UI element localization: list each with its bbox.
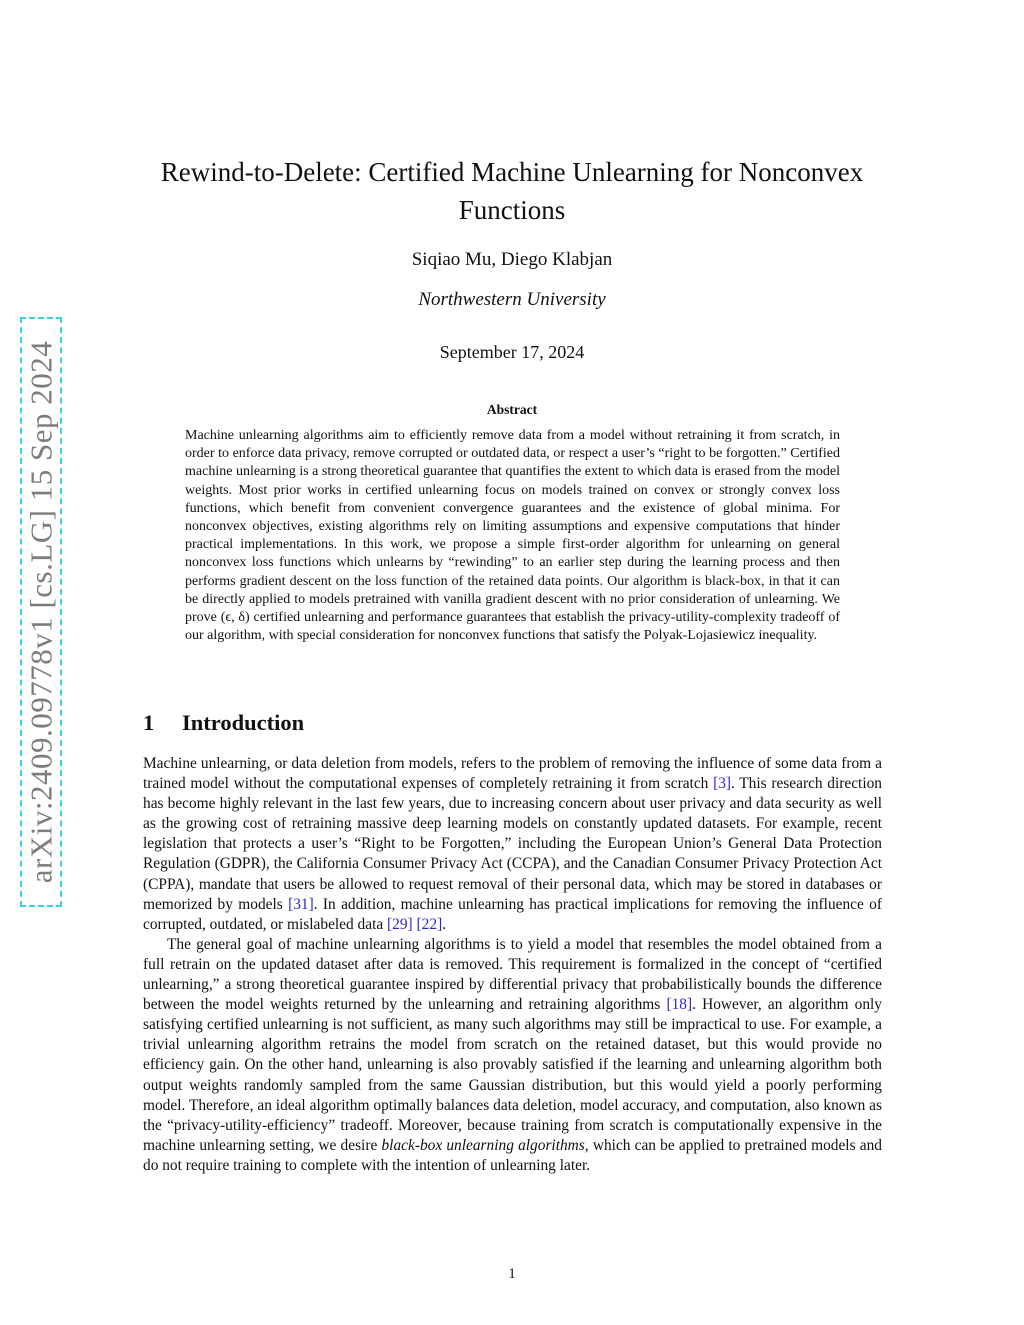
paragraph-text: . However, an algorithm only satisfying certified unlearning is not sufficient, as many such algorithms may still be impractical to use. For example, a trivial unlearning algorithm retrains the model from scratch on the retained dataset, but this would provide no efficiency gain. On the other hand, unlearning is also provably satisfied if the learning and unlearning algorithm both output weights randomly sampled from the same Gaussian distribution, but this would yield a poorly performing model. Therefore, an ideal algorithm optimally balances data deletion, model accuracy, and computation, also known as the “privacy-utility-efficiency” tradeoff. Moreover, because training from scratch is computationally expensive in the machine unlearning setting, we desire [143,996,882,1154]
citation-link[interactable]: [22] [416,915,443,933]
paragraph-text: The general goal of machine unlearning algorithms is to yield a model that resembles the model obtained from a full retrain on the updated dataset after data is removed. This requirement is formalized in the concept of “certified unlearning,” a strong theoretical guarantee inspired by differential privacy that probabilistically bounds the difference between the model weights returned by the unlearning and retraining algorithms [143,935,882,1014]
introduction-paragraph-1 [143,754,882,935]
introduction-body [143,754,882,1176]
author-affiliation: Northwestern University [418,289,606,310]
paragraph-text: Machine unlearning, or data deletion from models, refers to the problem of removing the influence of some data from a trained model without the computational expenses of completely retraining it from scratch [143,755,882,793]
citation-link[interactable]: [3] [713,775,732,793]
abstract-text: Machine unlearning algorithms aim to efficiently remove data from a model without retraining it from scratch, in order to enforce data privacy, remove corrupted or outdated data, or respect a user’s “right to be forgotten.” Certified machine unlearning is a strong theoretical guarantee that quantifies the extent to which data is erased from the model weights. Most prior works in certified unlearning focus on models trained on convex or strongly convex loss functions, which benefit from convenient convergence guarantees and the existence of global minima. For nonconvex objectives, existing algorithms rely on limiting assumptions and expensive computations that hinder practical implementations. In this work, we propose a simple first-order algorithm for unlearning on general nonconvex loss functions which unlearns by “rewinding” to an earlier step during the learning process and then performs gradient descent on the loss function of the retained data points. Our algorithm is black-box, in that it can be directly applied to models pretrained with vanilla gradient descent with no prior consideration of unlearning. We prove (ϵ, δ) certified unlearning and performance guarantees that establish the privacy-utility-complexity tradeoff of our algorithm, with special consideration for nonconvex functions that satisfy the Polyak-Lojasiewicz inequality. [185,428,840,644]
paper-date: September 17, 2024 [439,342,585,362]
arxiv-stamp [20,317,62,907]
paragraph-text: . This research direction has become highly relevant in the last few years, due to increasing concern about user privacy and data security as well as the growing cost of retraining massive deep learning models on constantly updated datasets. For example, recent legislation that protects a user’s “Right to be Forgotten,” including the European Union’s General Data Protection Regulation (GDPR), the California Consumer Privacy Act (CCPA), and the Canadian Consumer Privacy Protection Act (CPPA), mandate that users be allowed to request removal of their personal data, which may be stored in databases or memorized by models [143,775,882,913]
introduction-paragraph-2 [143,935,882,1176]
citation-link[interactable]: [29] [387,915,413,933]
paper-authors: Siqiao Mu, Diego Klabjan [411,249,613,270]
paragraph-text: . In addition, machine unlearning has practical implications for removing the influence of corrupted, outdated, or mislabeled data [143,895,882,933]
arxiv-identifier: arXiv:2409.09778v1 [cs.LG] 15 Sep 2024 [23,340,58,884]
page-number: 1 [508,1266,516,1282]
section-heading-introduction [143,710,304,736]
paragraph-text: , which can be applied to pretrained models and do not require training to complete with the intention of unlearning later. [143,1136,882,1174]
section-title: Introduction [182,710,305,735]
emphasized-text: black-box unlearning algorithms [381,1136,585,1154]
section-number: 1 [143,710,155,735]
citation-link[interactable]: [31] [288,895,314,913]
citation-link[interactable]: [18] [666,996,693,1014]
paper-title: Rewind-to-Delete: Certified Machine Unlearning for Nonconvex Functions [160,157,864,225]
abstract-heading: Abstract [486,402,538,417]
paragraph-text: . [442,915,447,933]
